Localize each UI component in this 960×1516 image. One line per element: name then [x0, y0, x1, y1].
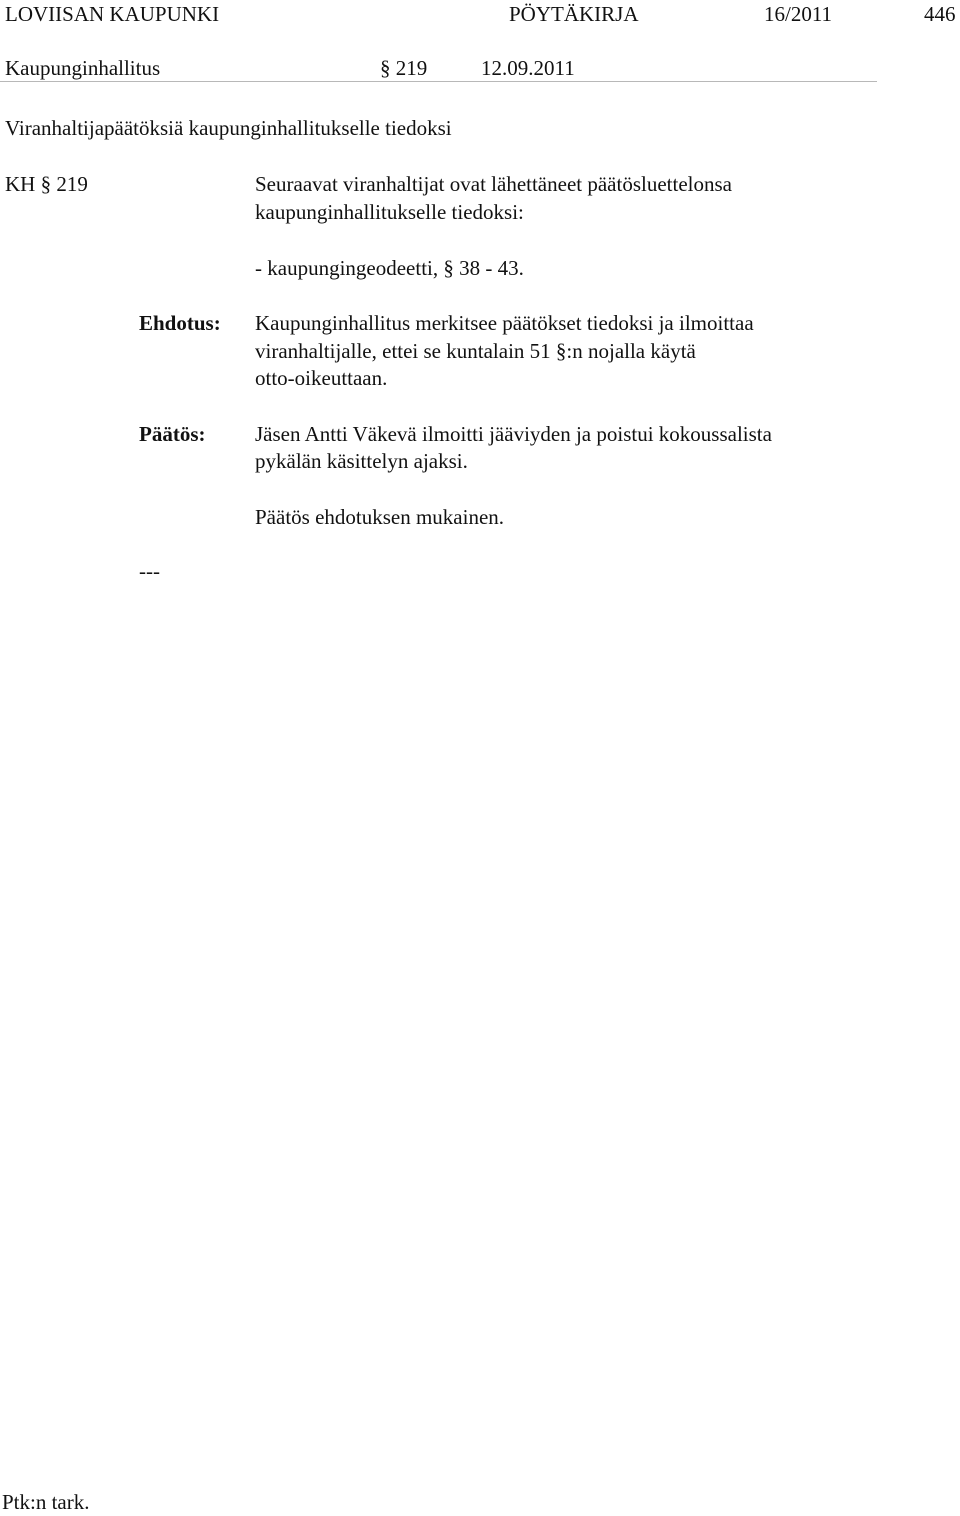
document-number: 16/2011 [764, 2, 833, 26]
proposal-label: Ehdotus: [139, 311, 221, 335]
organization-name: LOVIISAN KAUPUNKI [5, 2, 220, 26]
decision-label: Päätös: [139, 422, 206, 446]
intro-line-1: Seuraavat viranhaltijat ovat lähettäneet päätösluettelonsa [255, 172, 732, 196]
proposal-line-1: Kaupunginhallitus merkitsee päätökset tiedoksi ja ilmoittaa [255, 311, 754, 335]
list-item: - kaupungingeodeetti, § 38 - 43. [255, 256, 524, 280]
minutes-checked-label: Ptk:n tark. [2, 1490, 90, 1514]
item-reference: KH § 219 [5, 172, 88, 196]
page-number: 446 [924, 2, 956, 26]
meeting-date: 12.09.2011 [481, 56, 575, 80]
proposal-line-2: viranhaltijalle, ettei se kuntalain 51 §:n nojalla käytä [255, 339, 696, 363]
decision-line-3: Päätös ehdotuksen mukainen. [255, 505, 505, 529]
decision-line-2: pykälän käsittelyn ajaksi. [255, 449, 468, 473]
page-title: Viranhaltijapäätöksiä kaupunginhallitukselle tiedoksi [5, 116, 452, 140]
end-separator: --- [139, 559, 160, 583]
decision-line-1: Jäsen Antti Väkevä ilmoitti jääviyden ja poistui kokoussalista [255, 422, 772, 446]
intro-line-2: kaupunginhallitukselle tiedoksi: [255, 200, 524, 224]
proposal-line-3: otto-oikeuttaan. [255, 366, 388, 390]
header-divider [0, 81, 877, 82]
governing-body: Kaupunginhallitus [5, 56, 161, 80]
section-number: § 219 [380, 56, 428, 80]
document-type: PÖYTÄKIRJA [509, 2, 639, 26]
